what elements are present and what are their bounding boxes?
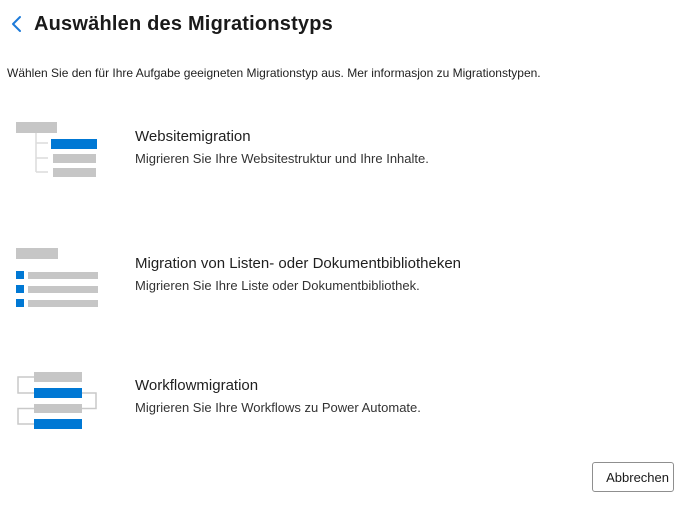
header — [8, 12, 333, 36]
chevron-left-icon — [10, 14, 22, 34]
option-title: Migration von Listen- oder Dokumentbibliotheken — [135, 255, 462, 272]
cancel-button[interactable]: Abbrechen — [592, 462, 674, 492]
option-text — [135, 376, 655, 417]
option-description: Migrieren Sie Ihre Workflows zu Power Automate. — [135, 400, 421, 415]
option-site-migration[interactable] — [0, 121, 693, 185]
option-list-migration[interactable] — [0, 248, 693, 312]
intro-text: Wählen Sie den für Ihre Aufgabe geeigneten Migrationstyp aus. Mer informasjon zu Migrationstypen. — [7, 66, 541, 80]
option-title: Websitemigration — [135, 128, 251, 145]
option-text — [135, 127, 655, 168]
site-hierarchy-icon — [16, 121, 100, 186]
list-library-icon — [16, 248, 100, 313]
option-text — [135, 254, 655, 295]
workflow-icon — [16, 370, 100, 437]
option-description: Migrieren Sie Ihre Liste oder Dokumentbibliothek. — [135, 278, 420, 293]
page-title: Auswählen des Migrationstyps — [34, 12, 333, 35]
option-title: Workflowmigration — [135, 377, 259, 394]
option-workflow-migration[interactable] — [0, 370, 693, 434]
back-button[interactable] — [8, 12, 24, 36]
option-description: Migrieren Sie Ihre Websitestruktur und Ihre Inhalte. — [135, 151, 429, 166]
